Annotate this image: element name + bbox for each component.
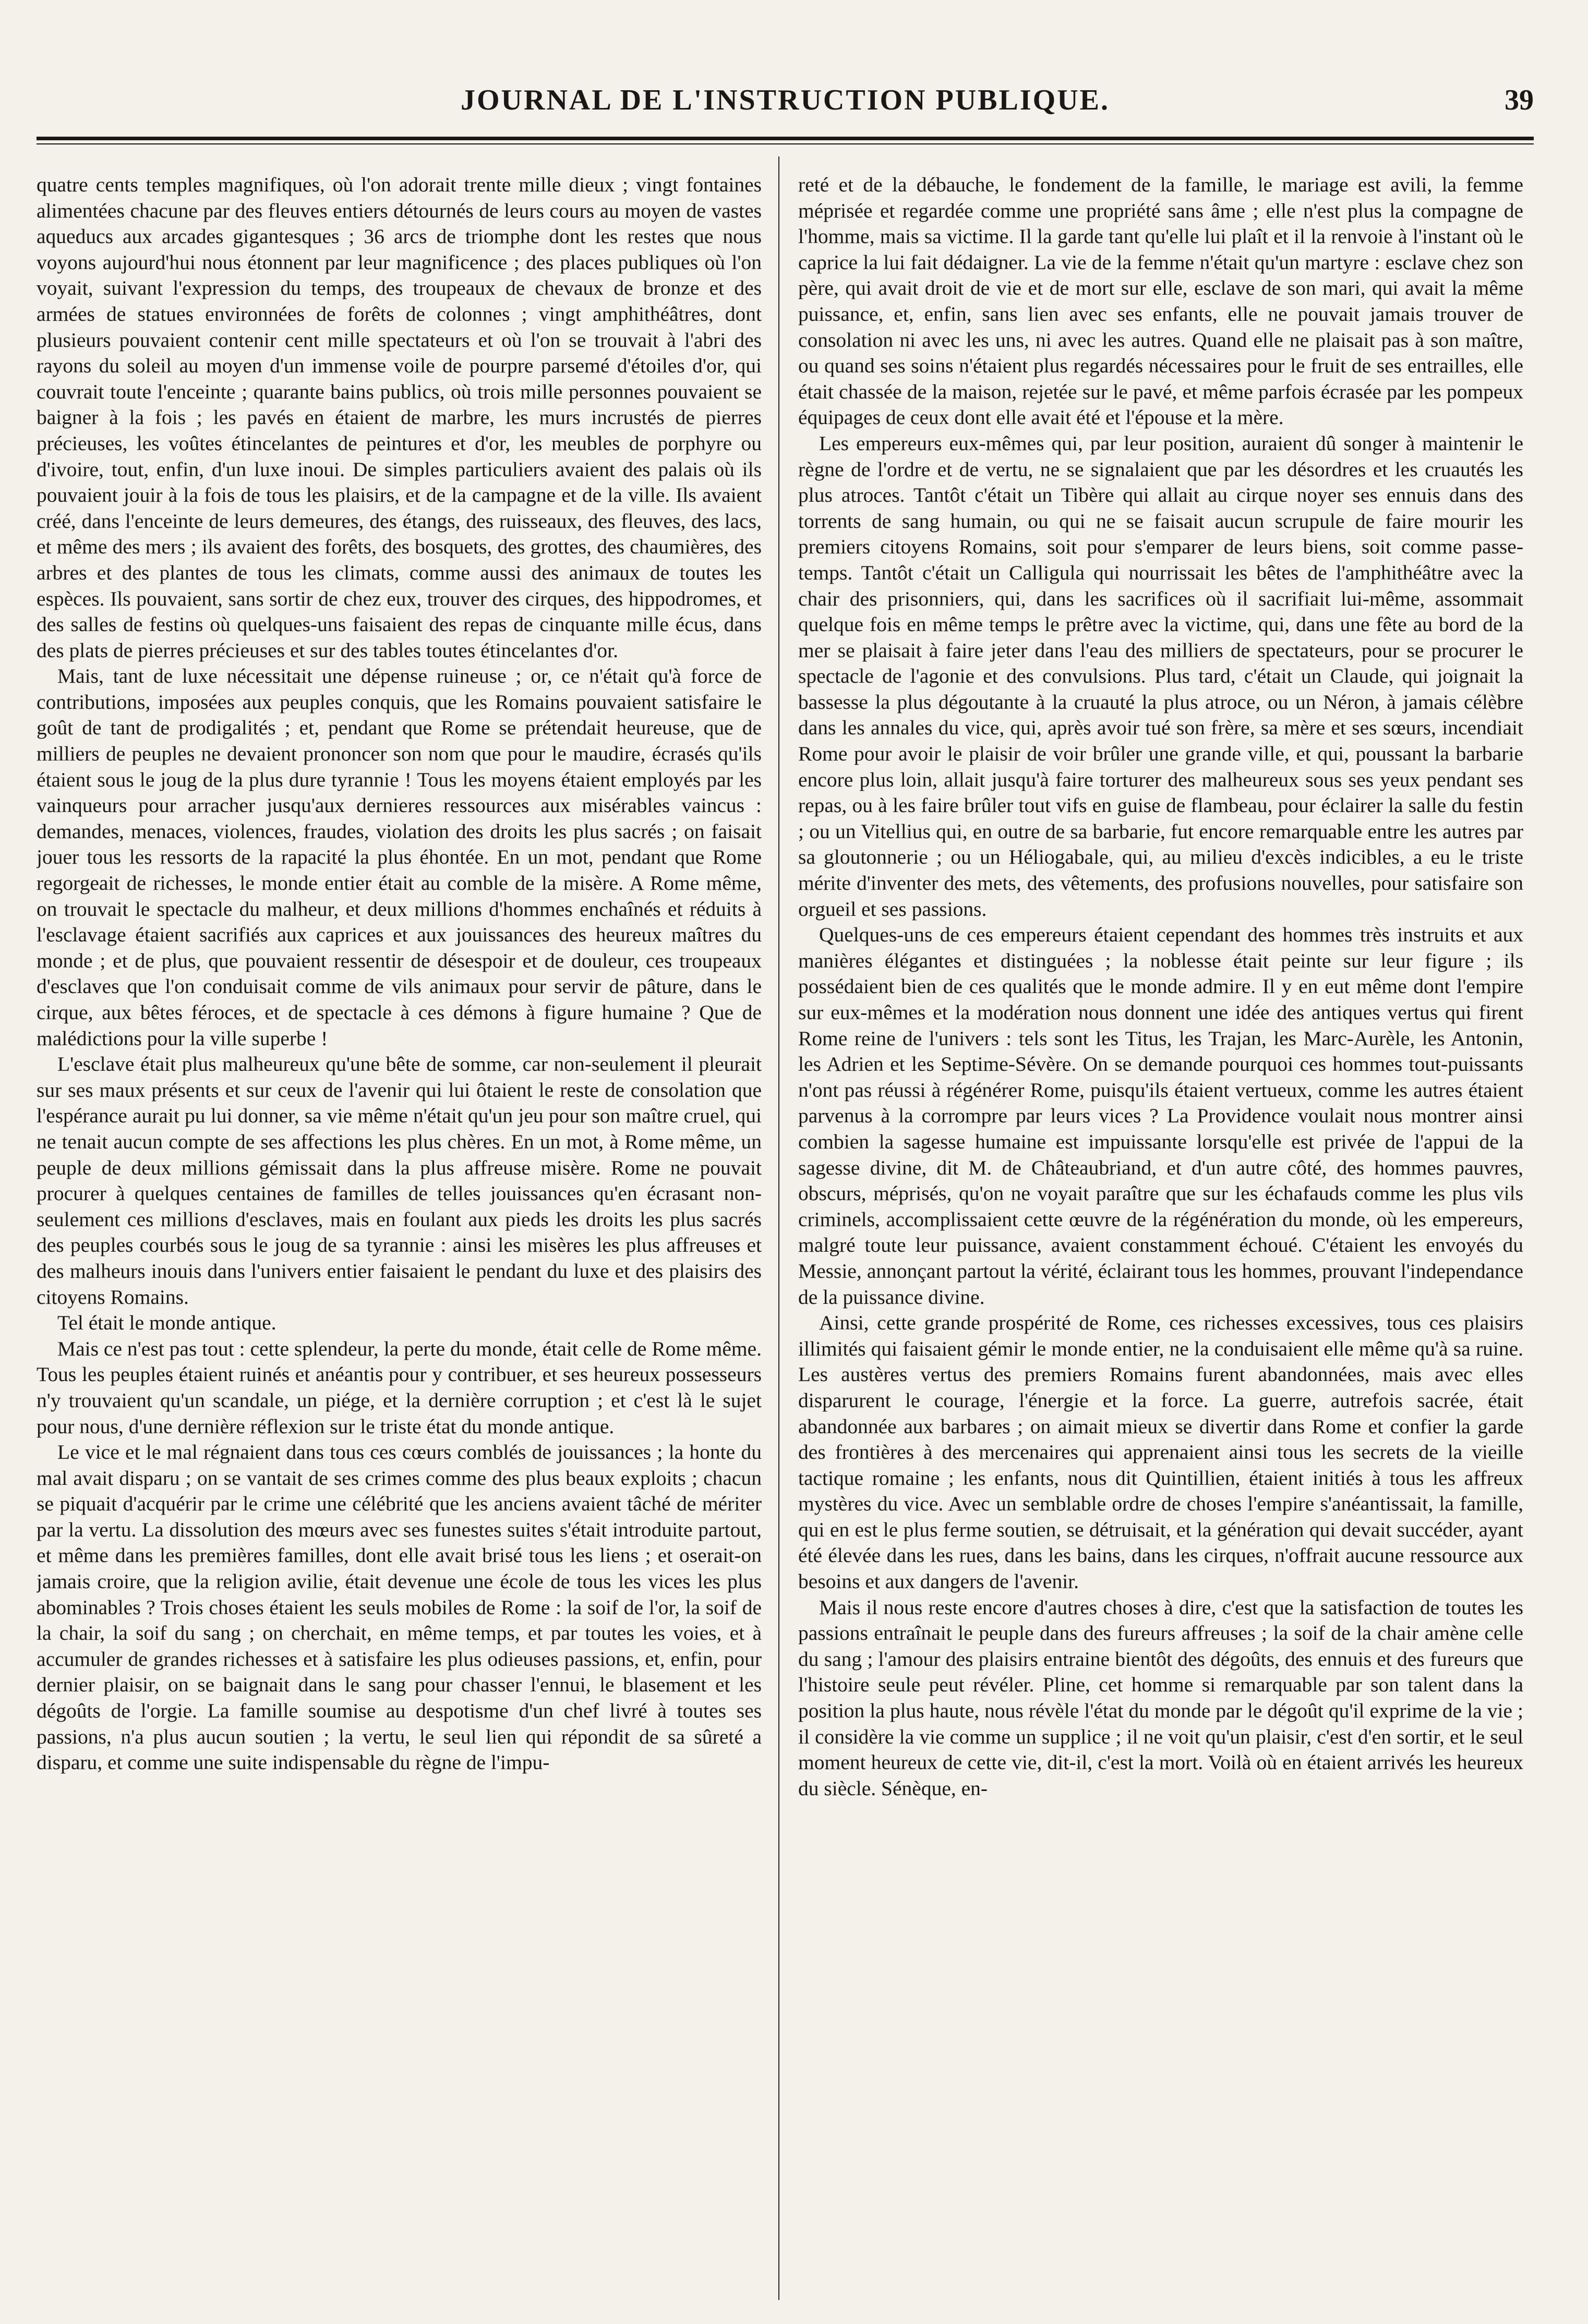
journal-title: JOURNAL DE L'INSTRUCTION PUBLIQUE. [461, 84, 1110, 116]
paragraph: reté et de la débauche, le fondement de la famille, le mariage est avili, la femme méprisée et regardée comme une propriété sans âme ; elle n'est plus la compagne de l'homme, mais sa victime. Il la garde tant qu'elle lui plaît et il la renvoie à l'instant où le caprice la lui fait dédaigner. La vie de la femme n'était qu'un martyre : esclave chez son père, qui avait droit de vie et de mort sur elle, esclave de son mari, qui avait la même puissance, et, enfin, sans lien avec ses enfants, elle ne pouvait jamais trouver de consolation ni avec les uns, ni avec les autres. Quand elle ne plaisait pas à son maître, ou quand ses soins n'étaient plus regardés nécessaires pour le fruit de ses entrailles, elle était chassée de la maison, rejetée sur le pavé, et même parfois écrasée par les pompeux équipages de ceux dont elle avait été et l'épouse et la mère. [798, 173, 1523, 429]
paragraph: Mais ce n'est pas tout : cette splendeur, la perte du monde, était celle de Rome même. Tous les peuples étaient ruinés et anéantis pour y contribuer, et ses heureux possesseurs n'y trouvaient qu'un scandale, un piége, et la dernière corruption ; et c'est là le sujet pour nous, d'une dernière réflexion sur le triste état du monde antique. [37, 1337, 762, 1438]
header-rule-thick [37, 137, 1534, 140]
page-header [37, 83, 1534, 125]
right-column [798, 172, 1523, 2300]
paragraph: L'esclave était plus malheureux qu'une bête de somme, car non-seulement il pleurait sur ses maux présents et sur ceux de l'avenir qui lui ôtaient le reste de consolation que l'espérance aurait pu lui donner, sa vie même n'était qu'un jeu pour son maître cruel, qui ne tenait aucun compte de ses affections les plus chères. En un mot, à Rome même, un peuple de deux millions gémissait dans la plus affreuse misère. Rome ne pouvait procurer à quelques centaines de familles de telles jouissances qu'en écrasant non-seulement ces millions d'esclaves, mais en foulant aux pieds les droits les plus sacrés des peuples courbés sous le joug de sa tyrannie : ainsi les misères les plus affreuses et des malheurs inouis dans l'univers entier faisaient le pendant du luxe et des plaisirs des citoyens Romains. [37, 1052, 762, 1309]
column-divider [778, 156, 779, 2300]
paragraph: Le vice et le mal régnaient dans tous ces cœurs comblés de jouissances ; la honte du mal avait disparu ; on se vantait de ses crimes comme des plus beaux exploits ; chacun se piquait d'acquérir par le crime une célébrité que les anciens avaient tâché de mériter par la vertu. La dissolution des mœurs avec ses funestes suites s'était introduite partout, et même dans les premières familles, dont elle avait brisé tous les liens ; et oserait-on jamais croire, que la religion avilie, était devenue une école de tous les vices les plus abominables ? Trois choses étaient les seuls mobiles de Rome : la soif de l'or, la soif de la chair, la soif du sang ; on cherchait, en même temps, et par toutes les voies, et à accumuler de grandes richesses et à satisfaire les plus odieuses passions, et, enfin, pour dernier plaisir, on se baignait dans le sang pour chasser l'ennui, le blasement et les dégoûts de l'orgie. La famille soumise au despotisme d'un chef livré à toutes ses passions, n'a plus aucun soutien ; la vertu, le seul lien qui répondit de sa sûreté a disparu, et comme une suite indispensable du règne de l'impu- [37, 1441, 762, 1774]
paragraph: Mais, tant de luxe nécessitait une dépense ruineuse ; or, ce n'était qu'à force de contributions, imposées aux peuples conquis, que les Romains pouvaient satisfaire le goût de tant de prodigalités ; et, pendant que Rome se prétendait heureuse, que de milliers de peuples ne devaient prononcer son nom que pour le maudire, écrasés qu'ils étaient sous le joug de la plus dure tyrannie ! Tous les moyens étaient employés par les vainqueurs pour arracher jusqu'aux dernieres ressources aux misérables vaincus : demandes, menaces, violences, fraudes, violation des droits les plus sacrés ; on faisait jouer tous les ressorts de la rapacité la plus éhontée. En un mot, pendant que Rome regorgeait de richesses, le monde entier était au comble de la misère. A Rome même, on trouvait le spectacle du malheur, et deux millions d'hommes enchaînés et réduits à l'esclavage étaient sacrifiés aux caprices et aux jouissances des heureux maîtres du monde ; et de plus, que pouvaient ressentir de désespoir et de douleur, ces troupeaux d'esclaves que l'on conduisait comme de vils animaux pour servir de pâture, dans le cirque, aux bêtes féroces, et de spectacle à ces démons à figure humaine ? Que de malédictions pour la ville superbe ! [37, 664, 762, 1050]
paragraph: Tel était le monde antique. [57, 1311, 276, 1335]
page-number: 39 [1505, 84, 1534, 116]
header-rule-thin [37, 143, 1534, 144]
left-column [37, 172, 762, 2300]
paragraph: Quelques-uns de ces empereurs étaient cependant des hommes très instruits et aux manières élégantes et distinguées ; la noblesse était peinte sur leur figure ; ils possédaient bien de ces qualités que le monde admire. Il y en eut même dont l'empire sur eux-mêmes et la modération nous donnent une idée des antiques vertus qui firent Rome reine de l'univers : tels sont les Titus, les Trajan, les Marc-Aurèle, les Antonin, les Adrien et les Septime-Sévère. On se demande pourquoi ces hommes tout-puissants n'ont pas réussi à régénérer Rome, puisqu'ils étaient vertueux, comme les autres étaient parvenus à la corrompre par leurs vices ? La Providence voulait nous montrer ainsi combien la sagesse humaine est impuissante lorsqu'elle est privée de l'appui de la sagesse divine, dit M. de Châteaubriand, et d'un autre côté, des hommes pauvres, obscurs, méprisés, qu'on ne voyait paraître que sur les échafauds comme les plus vils criminels, accomplissaient cette œuvre de la régénération du monde, où les empereurs, malgré toute leur puissance, avaient constamment échoué. C'étaient les envoyés du Messie, annonçant partout la vérité, éclairant tous les hommes, prouvant l'independance de la puissance divine. [798, 923, 1523, 1309]
paragraph: Mais il nous reste encore d'autres choses à dire, c'est que la satisfaction de toutes les passions entraînait le peuple dans des fureurs affreuses ; la soif de la chair amène celle du sang ; l'amour des plaisirs entraine bientôt des dégoûts, des ennuis et des fureurs que l'histoire seule peut révéler. Pline, cet homme si remarquable par son talent dans la position la plus haute, nous révèle l'état du monde par le dégoût qu'il exprime de la vie ; il considère la vie comme un supplice ; il ne voit qu'un plaisir, c'est d'en sortir, et le seul moment heureux de cette vie, dit-il, c'est la mort. Voilà où en étaient arrivés les heureux du siècle. Sénèque, en- [798, 1595, 1523, 1800]
paragraph: quatre cents temples magnifiques, où l'on adorait trente mille dieux ; vingt fontaines alimentées chacune par des fleuves entiers détournés de leurs cours au moyen de vastes aqueducs aux arcades gigantesques ; 36 arcs de triomphe dont les restes que nous voyons aujourd'hui nous étonnent par leur magnificence ; des places publiques où l'on voyait, suivant l'expression du temps, des troupeaux de chevaux de bronze et des armées de statues environnées de forêts de colonnes ; vingt amphithéâtres, dont plusieurs pouvaient contenir cent mille spectateurs et où l'on se trouvait à l'abri des rayons du soleil au moyen d'un immense voile de pourpre parsemé d'étoiles d'or, qui couvrait toute l'enceinte ; quarante bains publics, où trois mille personnes pouvaient se baigner à la fois ; les pavés en étaient de marbre, les murs incrustés de pierres précieuses, les voûtes étincelantes de peintures et d'or, les meubles de porphyre ou d'ivoire, tout, enfin, d'un luxe inoui. De simples particuliers avaient des palais où ils pouvaient jouir à la fois de tous les plaisirs, et de la campagne et de la ville. Ils avaient créé, dans l'enceinte de leurs demeures, des étangs, des ruisseaux, des fleuves, des lacs, et même des mers ; ils avaient des forêts, des bosquets, des grottes, des chaumières, des arbres et des plantes de tous les climats, comme aussi des animaux de toutes les espèces. Ils pouvaient, sans sortir de chez eux, trouver des cirques, des hippodromes, et des salles de festins où quelques-uns faisaient des repas de cinquante mille écus, dans des plats de pierres précieuses et sur des tables toutes étincelantes d'or. [37, 173, 762, 662]
paragraph: Ainsi, cette grande prospérité de Rome, ces richesses excessives, tous ces plaisirs illimités qui faisaient gémir le monde entier, ne la conduisaient elle même qu'à sa ruine. Les austères vertus des premiers Romains furent abandonnées, mais avec elles disparurent le courage, l'énergie et la force. La guerre, autrefois sacrée, était abandonnée aux barbares ; on aimait mieux se divertir dans Rome et confier la garde des frontières à des mercenaires qui apprenaient ainsi tous les secrets de la vieille tactique romaine ; les enfants, nous dit Quintillien, étaient initiés à tous les affreux mystères du vice. Avec un semblable ordre de choses l'empire s'anéantissait, la famille, qui en est le plus ferme soutien, se détruisait, et la génération qui devait succéder, ayant été élevée dans les rues, dans les bains, dans les cirques, n'offrait aucune ressource aux besoins et aux dangers de l'avenir. [798, 1311, 1523, 1593]
paragraph: Les empereurs eux-mêmes qui, par leur position, auraient dû songer à maintenir le règne de l'ordre et de vertu, ne se signalaient que par les désordres et les cruautés les plus atroces. Tantôt c'était un Tibère qui allait au cirque noyer ses ennuis dans des torrents de sang humain, ou qui ne se faisait aucun scrupule de faire mourir les premiers citoyens Romains, soit pour s'emparer de leurs biens, soit comme passe-temps. Tantôt c'était un Calligula qui nourrissait les bêtes de l'amphithéâtre avec la chair des prisonniers, qui, dans les sacrifices où il sacrifiait lui-même, assommait quelque fois en même temps le prêtre avec la victime, qui, dans une fête au bord de la mer se plaisait à faire jeter dans l'eau des milliers de spectateurs, pour se procurer le spectacle de l'agonie et des convulsions. Plus tard, c'était un Claude, qui joignait la bassesse la plus dégoutante à la cruauté la plus atroce, ou un Néron, à jamais célèbre dans les annales du vice, qui, après avoir tué son frère, sa mère et ses sœurs, incendiait Rome pour avoir le plaisir de voir brûler une grande ville, et qui, poussant la barbarie encore plus loin, allait jusqu'à faire torturer des malheureux sous ses yeux pendant ses repas, ou à les faire brûler tout vifs en guise de flambeau, pour éclairer la salle du festin ; ou un Vitellius qui, en outre de sa barbarie, fut encore remarquable entre les autres par sa gloutonnerie ; ou un Héliogabale, qui, au milieu d'excès indicibles, a eu le triste mérite d'inventer des mets, des vêtements, des profusions nouvelles, pour satisfaire son orgueil et ses passions. [798, 431, 1523, 921]
